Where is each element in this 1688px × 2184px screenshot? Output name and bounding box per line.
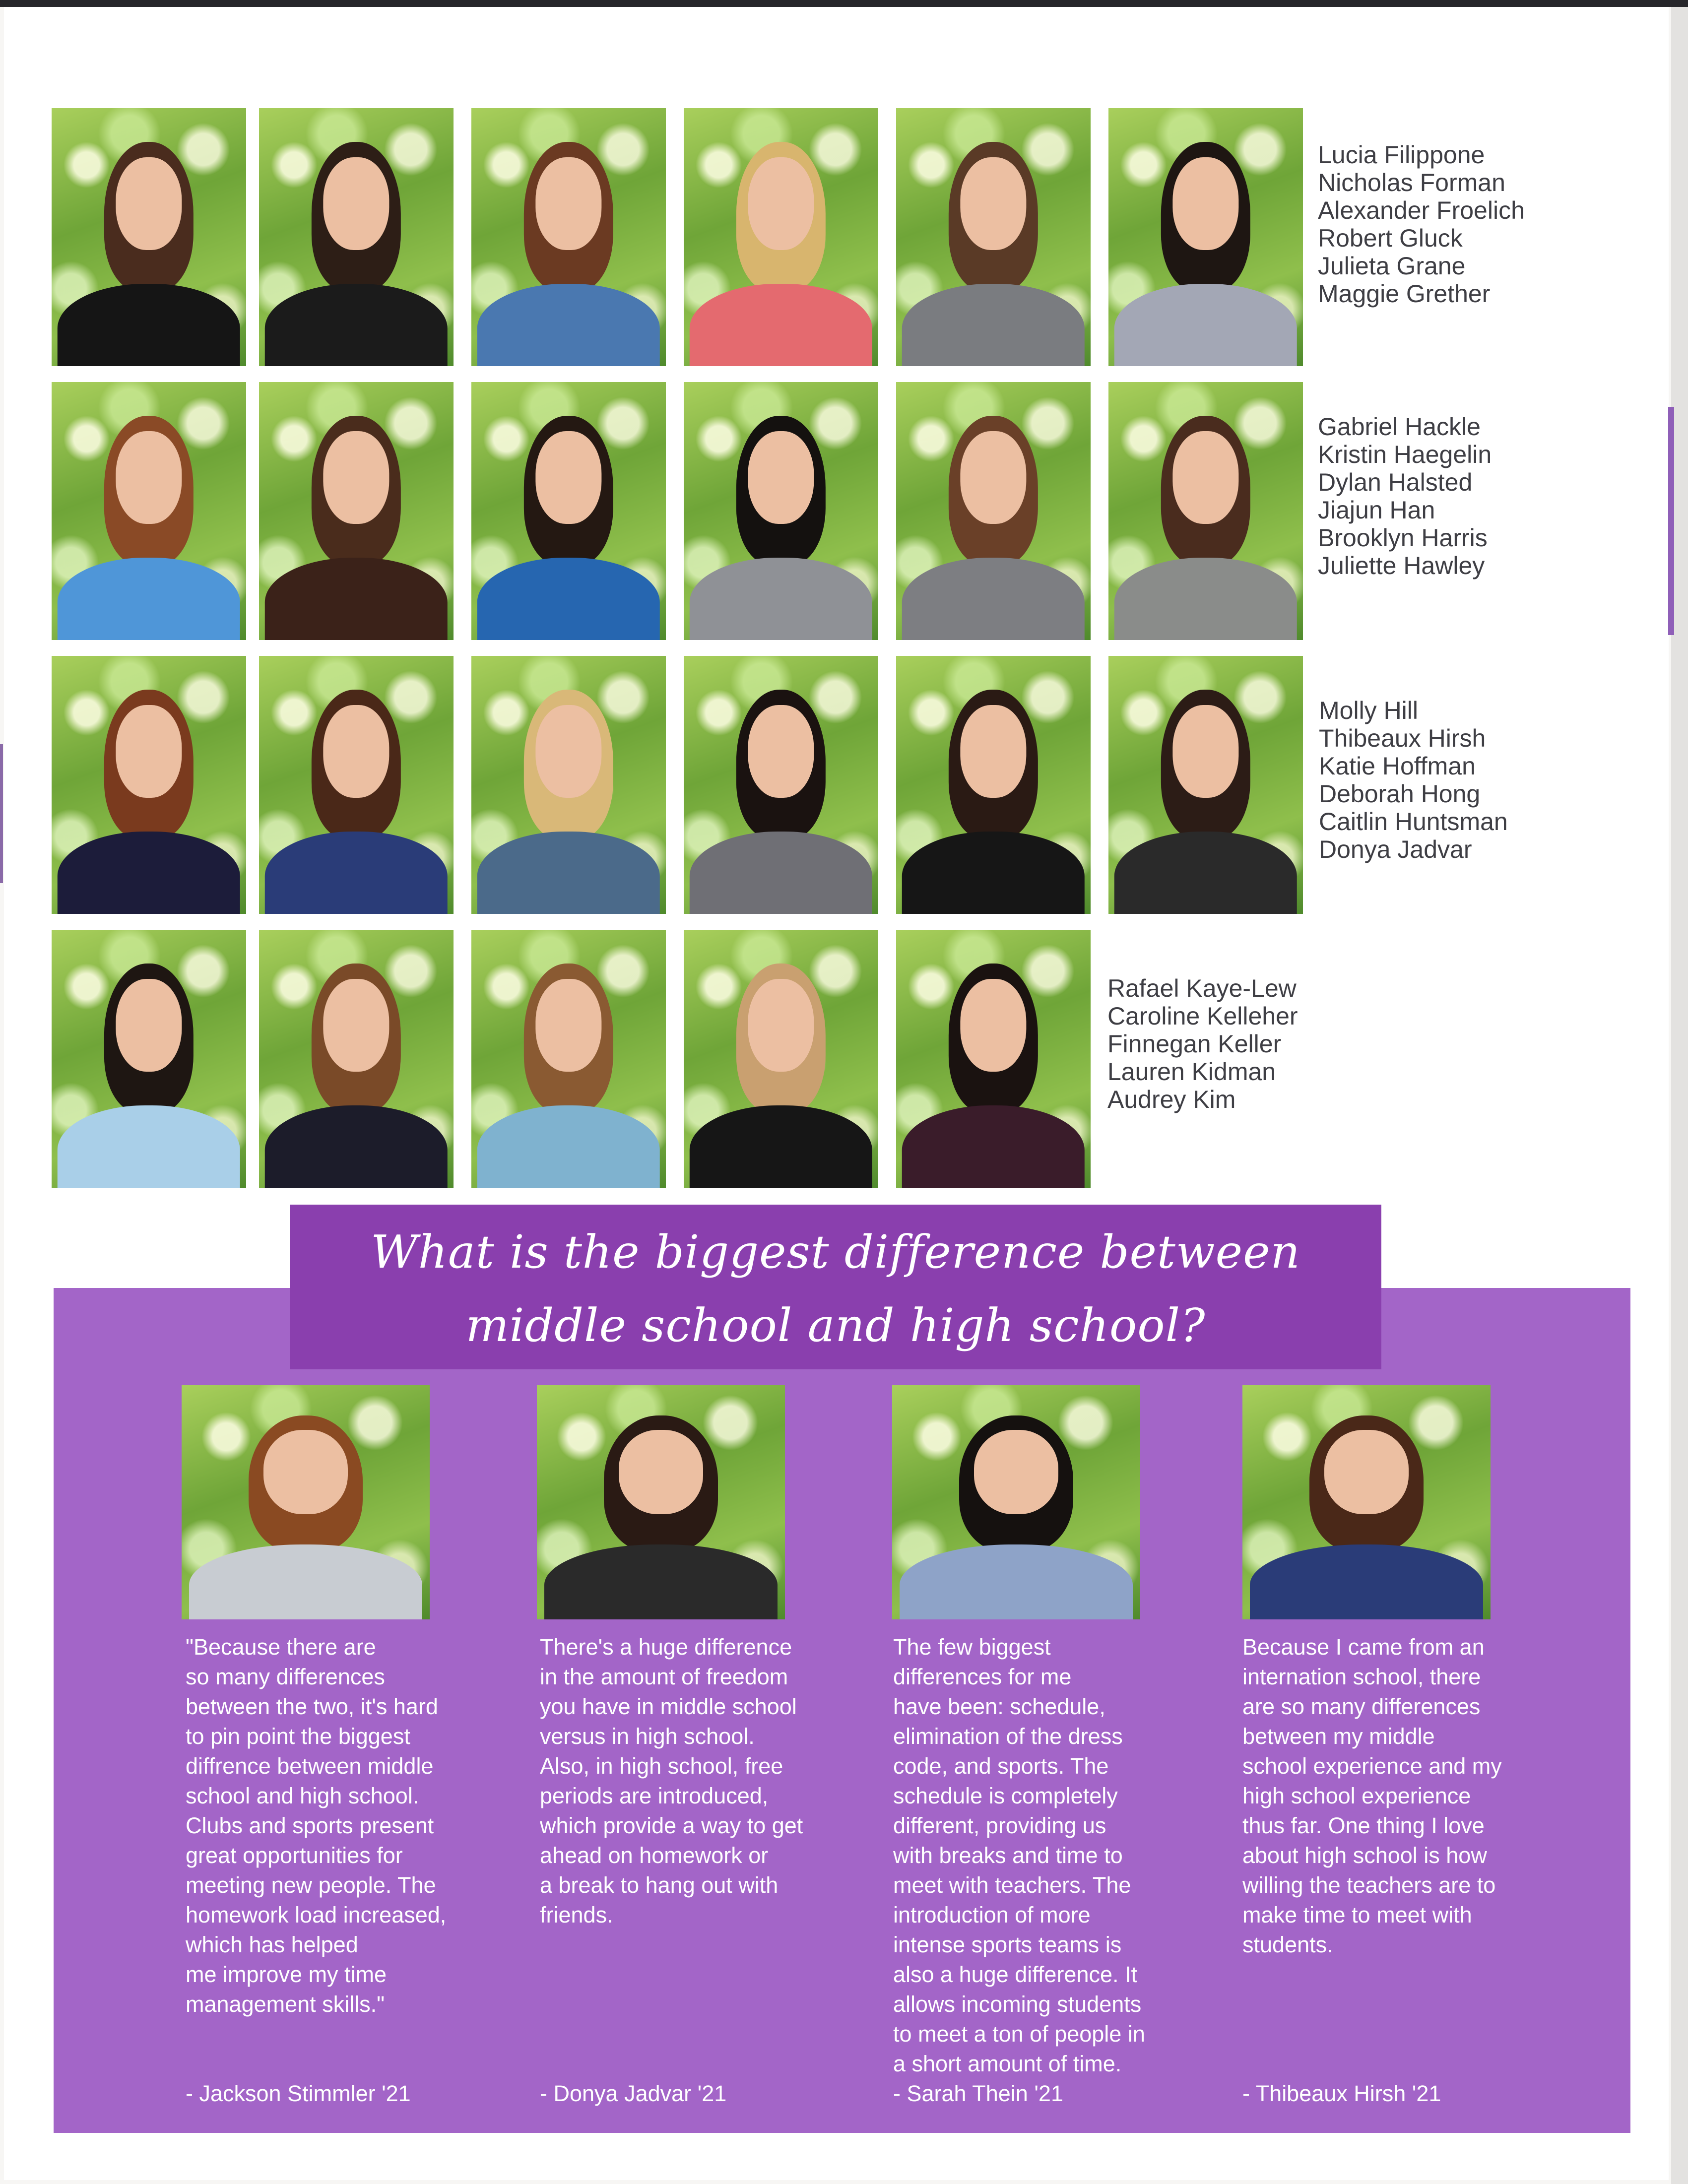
student-name: Molly Hill [1319, 697, 1418, 724]
portrait-face [323, 157, 389, 250]
quote-line: differences for me [893, 1664, 1072, 1689]
portrait-face [1172, 157, 1238, 250]
portrait-face [748, 431, 814, 524]
portrait-face [535, 157, 601, 250]
scan-border-right [1671, 7, 1688, 2184]
student-name: Finnegan Keller [1107, 1030, 1282, 1058]
quote-line: between the two, it's hard [186, 1694, 438, 1719]
student-name: Lauren Kidman [1107, 1058, 1276, 1086]
name-list [1319, 697, 1508, 863]
quote-portrait [892, 1385, 1140, 1619]
quote-line: versus in high school. [540, 1724, 755, 1749]
quote-line: a break to hang out with [540, 1872, 779, 1898]
portrait-shirt [902, 832, 1085, 914]
portrait-shirt [902, 284, 1085, 366]
quote-portrait [537, 1385, 785, 1619]
portrait-shirt [58, 558, 240, 640]
portrait-shirt [58, 832, 240, 914]
student-portrait [1108, 108, 1303, 366]
quote-line: schedule is completely [893, 1783, 1118, 1808]
portrait-shirt [477, 1105, 660, 1188]
portrait-shirt [1114, 284, 1297, 366]
portrait-face [1172, 705, 1238, 798]
student-portrait [259, 656, 454, 914]
student-portrait [1108, 382, 1303, 640]
portrait-face [116, 705, 182, 798]
student-portrait [52, 656, 246, 914]
quote-line: students. [1242, 1932, 1333, 1957]
student-name: Nicholas Forman [1318, 169, 1505, 196]
student-name: Thibeaux Hirsh [1319, 724, 1486, 752]
portrait-face [960, 431, 1026, 524]
quote-line: Clubs and sports present [186, 1813, 434, 1838]
student-name: Gabriel Hackle [1318, 413, 1481, 441]
student-portrait [684, 930, 878, 1188]
portrait-shirt [477, 284, 660, 366]
quote-line: intense sports teams is [893, 1932, 1122, 1957]
portrait-face [1172, 431, 1238, 524]
quote-line: Also, in high school, free [540, 1753, 783, 1779]
quote-line: about high school is how [1242, 1843, 1487, 1868]
portrait-shirt [690, 558, 872, 640]
quote-line: code, and sports. The [893, 1753, 1109, 1779]
portrait-face [116, 431, 182, 524]
portrait-face [960, 705, 1026, 798]
quote-line: allows incoming students [893, 1991, 1142, 2017]
quote-line: homework load increased, [186, 1902, 447, 1927]
portrait-face [535, 705, 601, 798]
student-name: Deborah Hong [1319, 780, 1481, 808]
quote-line: in the amount of freedom [540, 1664, 788, 1689]
student-name: Jiajun Han [1318, 496, 1435, 524]
student-portrait [1108, 656, 1303, 914]
portrait-face [748, 979, 814, 1072]
quote-line: different, providing us [893, 1813, 1106, 1838]
student-portrait [896, 108, 1091, 366]
quote-text [1242, 1632, 1540, 1960]
quote-attribution: - Jackson Stimmler '21 [186, 2081, 411, 2106]
student-name: Alexander Froelich [1318, 196, 1525, 224]
portrait-shirt [690, 832, 872, 914]
quote-line: internation school, there [1242, 1664, 1481, 1689]
quote-line: "Because there are [186, 1634, 376, 1660]
portrait-shirt [189, 1544, 422, 1619]
quote-text [186, 1632, 483, 2019]
quote-line: to pin point the biggest [186, 1724, 410, 1749]
student-portrait [471, 656, 666, 914]
student-portrait [52, 382, 246, 640]
quote-line: with breaks and time to [893, 1843, 1123, 1868]
student-portrait [471, 930, 666, 1188]
portrait-shirt [58, 1105, 240, 1188]
student-name: Kristin Haegelin [1318, 441, 1492, 468]
quote-line: diffrence between middle [186, 1753, 434, 1779]
question-heading [290, 1216, 1381, 1362]
portrait-shirt [690, 1105, 872, 1188]
portrait-shirt [544, 1544, 778, 1619]
student-name: Donya Jadvar [1319, 835, 1472, 863]
quote-line: me improve my time [186, 1962, 387, 1987]
quote-line: great opportunities for [186, 1843, 403, 1868]
quote-text [540, 1632, 838, 1930]
portrait-shirt [902, 558, 1085, 640]
student-portrait [259, 930, 454, 1188]
quote-attribution: - Sarah Thein '21 [893, 2081, 1063, 2106]
student-portrait [471, 108, 666, 366]
portrait-shirt [1114, 558, 1297, 640]
quote-line: friends. [540, 1902, 613, 1927]
student-name: Katie Hoffman [1319, 752, 1476, 780]
quote-line: management skills." [186, 1991, 385, 2017]
quote-line: meeting new people. The [186, 1872, 436, 1898]
student-name: Maggie Grether [1318, 280, 1491, 308]
page-edge-mark [0, 744, 3, 883]
portrait-shirt [265, 832, 448, 914]
student-name: Audrey Kim [1107, 1086, 1236, 1113]
quote-line: meet with teachers. The [893, 1872, 1131, 1898]
student-portrait [52, 930, 246, 1188]
student-portrait [259, 382, 454, 640]
name-list [1107, 974, 1298, 1113]
portrait-face [1324, 1430, 1409, 1514]
name-list [1318, 413, 1492, 579]
portrait-face [748, 157, 814, 250]
quote-line: introduction of more [893, 1902, 1091, 1927]
portrait-shirt [1114, 832, 1297, 914]
portrait-shirt [265, 1105, 448, 1188]
portrait-face [323, 431, 389, 524]
portrait-face [535, 431, 601, 524]
quote-line: willing the teachers are to [1242, 1872, 1496, 1898]
quote-line: between my middle [1242, 1724, 1435, 1749]
quote-line: The few biggest [893, 1634, 1051, 1660]
question-line: What is the biggest difference between [371, 1225, 1300, 1279]
quote-line: also a huge difference. It [893, 1962, 1138, 1987]
student-name: Dylan Halsted [1318, 468, 1473, 496]
student-portrait [896, 656, 1091, 914]
question-line: middle school and high school? [465, 1299, 1206, 1352]
portrait-face [116, 979, 182, 1072]
student-portrait [259, 108, 454, 366]
quote-line: make time to meet with [1242, 1902, 1472, 1927]
portrait-face [974, 1430, 1058, 1514]
portrait-face [748, 705, 814, 798]
quote-line: which has helped [186, 1932, 358, 1957]
portrait-face [960, 979, 1026, 1072]
quote-line: you have in middle school [540, 1694, 797, 1719]
portrait-shirt [690, 284, 872, 366]
portrait-shirt [265, 558, 448, 640]
student-portrait [896, 930, 1091, 1188]
quote-line: Because I came from an [1242, 1634, 1485, 1660]
portrait-face [619, 1430, 703, 1514]
portrait-shirt [265, 284, 448, 366]
quote-portrait [1242, 1385, 1491, 1619]
quote-attribution: - Thibeaux Hirsh '21 [1242, 2081, 1441, 2106]
quote-line: thus far. One thing I love [1242, 1813, 1485, 1838]
student-portrait [52, 108, 246, 366]
portrait-face [960, 157, 1026, 250]
portrait-shirt [58, 284, 240, 366]
quote-line: high school experience [1242, 1783, 1471, 1808]
quote-portrait [182, 1385, 430, 1619]
scan-border-top [0, 0, 1688, 7]
quote-line: which provide a way to get [540, 1813, 803, 1838]
portrait-shirt [1250, 1544, 1483, 1619]
portrait-face [535, 979, 601, 1072]
student-name: Lucia Filippone [1318, 141, 1485, 169]
name-list [1318, 141, 1525, 308]
quote-text [893, 1632, 1191, 2079]
quote-line: There's a huge difference [540, 1634, 792, 1660]
student-portrait [684, 382, 878, 640]
quote-line: ahead on homework or [540, 1843, 769, 1868]
student-name: Caitlin Huntsman [1319, 808, 1508, 835]
student-portrait [896, 382, 1091, 640]
portrait-face [263, 1430, 348, 1514]
portrait-shirt [900, 1544, 1133, 1619]
student-name: Rafael Kaye-Lew [1107, 974, 1297, 1002]
student-portrait [684, 108, 878, 366]
portrait-shirt [902, 1105, 1085, 1188]
portrait-face [323, 705, 389, 798]
student-name: Juliette Hawley [1318, 552, 1485, 579]
quote-line: school experience and my [1242, 1753, 1502, 1779]
student-name: Julieta Grane [1318, 252, 1466, 280]
quote-line: elimination of the dress [893, 1724, 1123, 1749]
portrait-shirt [477, 832, 660, 914]
portrait-face [116, 157, 182, 250]
quote-attribution: - Donya Jadvar '21 [540, 2081, 727, 2106]
quote-line: have been: schedule, [893, 1694, 1105, 1719]
quote-line: are so many differences [1242, 1694, 1481, 1719]
page-edge-tab [1668, 407, 1674, 635]
student-name: Robert Gluck [1318, 224, 1463, 252]
quote-line: so many differences [186, 1664, 385, 1689]
portrait-face [323, 979, 389, 1072]
student-name: Brooklyn Harris [1318, 524, 1488, 552]
student-portrait [471, 382, 666, 640]
quote-line: to meet a ton of people in [893, 2021, 1145, 2047]
student-portrait [684, 656, 878, 914]
quote-line: school and high school. [186, 1783, 419, 1808]
quote-line: periods are introduced, [540, 1783, 769, 1808]
portrait-shirt [477, 558, 660, 640]
quote-line: a short amount of time. [893, 2051, 1122, 2076]
student-name: Caroline Kelleher [1107, 1002, 1298, 1030]
